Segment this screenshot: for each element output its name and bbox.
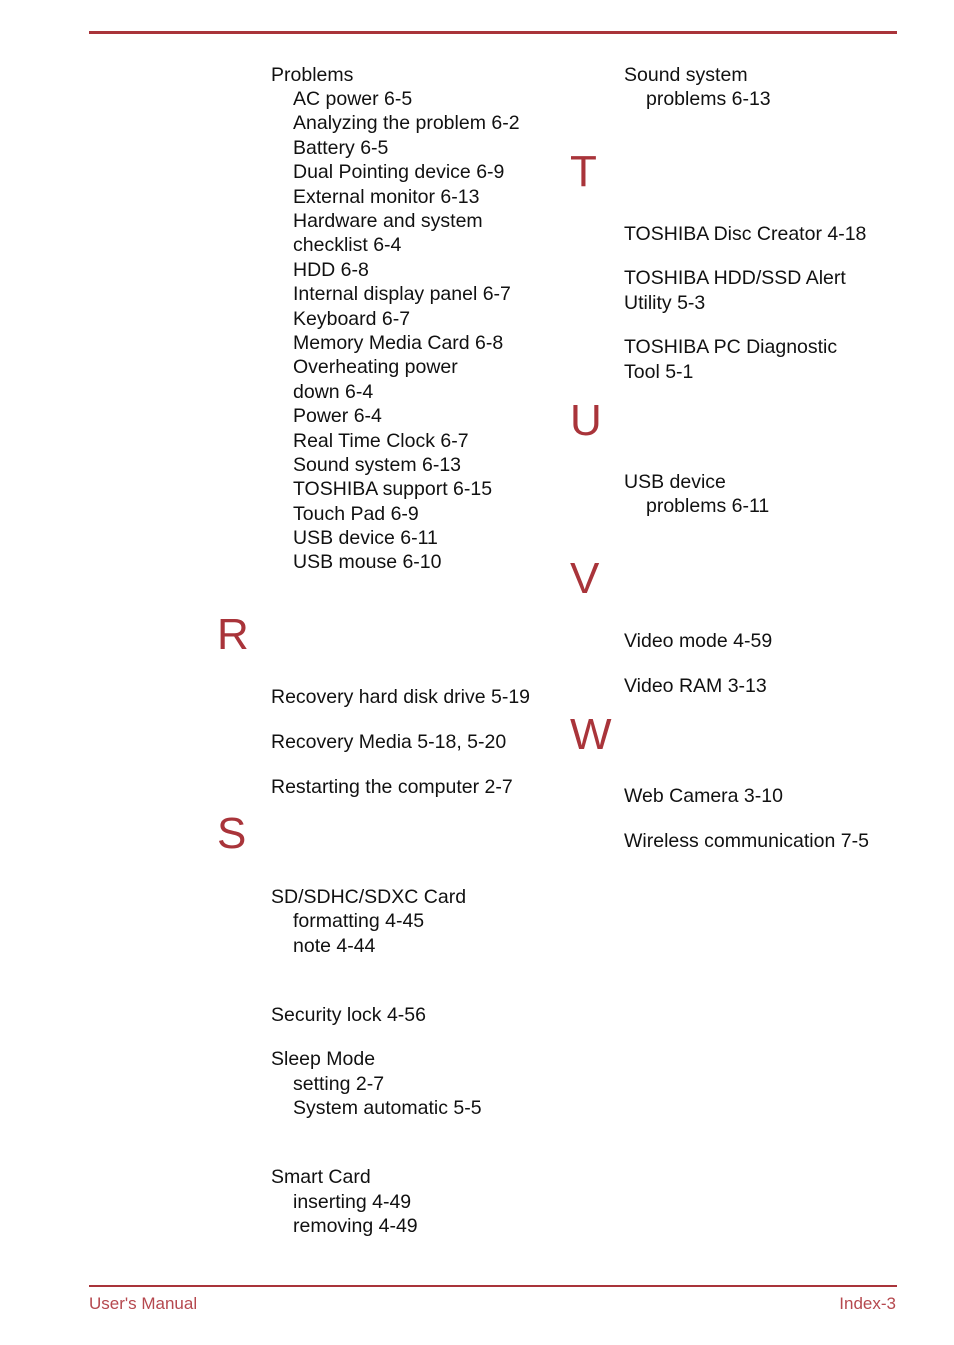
index-entry: TOSHIBA Disc Creator 4-18 [624, 223, 867, 245]
section-letter-r: R [217, 610, 249, 659]
index-subentry: Overheating power [293, 356, 458, 378]
index-subentry: USB mouse 6-10 [293, 551, 442, 573]
index-subentry: Touch Pad 6-9 [293, 503, 419, 525]
index-entry: TOSHIBA HDD/SSD Alert [624, 267, 846, 289]
index-subentry: USB device 6-11 [293, 527, 438, 549]
index-entry: Restarting the computer 2-7 [271, 776, 513, 798]
footer-manual-title: User's Manual [89, 1294, 198, 1313]
index-subentry: TOSHIBA support 6-15 [293, 478, 493, 500]
index-subentry: Hardware and system [293, 210, 483, 232]
index-subentry: Sound system 6-13 [293, 454, 462, 476]
index-subentry: down 6-4 [293, 381, 374, 403]
index-heading-problems: Problems [271, 64, 354, 86]
index-entry: Web Camera 3-10 [624, 785, 783, 807]
index-entry: Wireless communication 7-5 [624, 830, 869, 852]
index-subentry: removing 4-49 [293, 1215, 418, 1237]
index-subentry: Battery 6-5 [293, 137, 389, 159]
index-subentry: Real Time Clock 6-7 [293, 430, 469, 452]
index-subentry: AC power 6-5 [293, 88, 413, 110]
index-subentry: problems 6-11 [646, 495, 770, 517]
section-letter-s: S [217, 809, 247, 858]
index-subentry: Memory Media Card 6-8 [293, 332, 504, 354]
index-entry-continued: Tool 5-1 [624, 361, 694, 383]
index-subentry: HDD 6-8 [293, 259, 369, 281]
index-heading-sleep: Sleep Mode [271, 1048, 376, 1070]
index-entry: TOSHIBA PC Diagnostic [624, 336, 838, 358]
index-subentry: note 4-44 [293, 935, 376, 957]
index-subentry: Power 6-4 [293, 405, 382, 427]
index-heading-sound: Sound system [624, 64, 748, 86]
top-rule [89, 31, 897, 34]
index-entry: Recovery Media 5-18, 5-20 [271, 731, 507, 753]
index-entry: Recovery hard disk drive 5-19 [271, 686, 531, 708]
index-subentry: inserting 4-49 [293, 1191, 412, 1213]
index-heading-usb: USB device [624, 471, 726, 493]
index-subentry: System automatic 5-5 [293, 1097, 482, 1119]
index-subentry: Internal display panel 6-7 [293, 283, 511, 305]
index-entry: Video mode 4-59 [624, 630, 773, 652]
index-subentry: checklist 6-4 [293, 234, 402, 256]
index-entry-continued: Utility 5-3 [624, 292, 706, 314]
index-entry: Video RAM 3-13 [624, 675, 767, 697]
index-subentry: problems 6-13 [646, 88, 771, 110]
index-subentry: Analyzing the problem 6-2 [293, 112, 520, 134]
section-letter-u: U [570, 396, 602, 445]
index-entry: Security lock 4-56 [271, 1004, 426, 1026]
index-subentry: Dual Pointing device 6-9 [293, 161, 505, 183]
footer-page-number: Index-3 [839, 1294, 896, 1313]
index-subentry: External monitor 6-13 [293, 186, 480, 208]
index-subentry: setting 2-7 [293, 1073, 385, 1095]
section-letter-t: T [570, 147, 597, 196]
index-subentry: Keyboard 6-7 [293, 308, 411, 330]
index-heading-sdcard: SD/SDHC/SDXC Card [271, 886, 467, 908]
section-letter-v: V [570, 554, 600, 603]
section-letter-w: W [570, 710, 612, 759]
index-heading-smartcard: Smart Card [271, 1166, 371, 1188]
index-subentry: formatting 4-45 [293, 910, 425, 932]
bottom-rule [89, 1285, 897, 1287]
